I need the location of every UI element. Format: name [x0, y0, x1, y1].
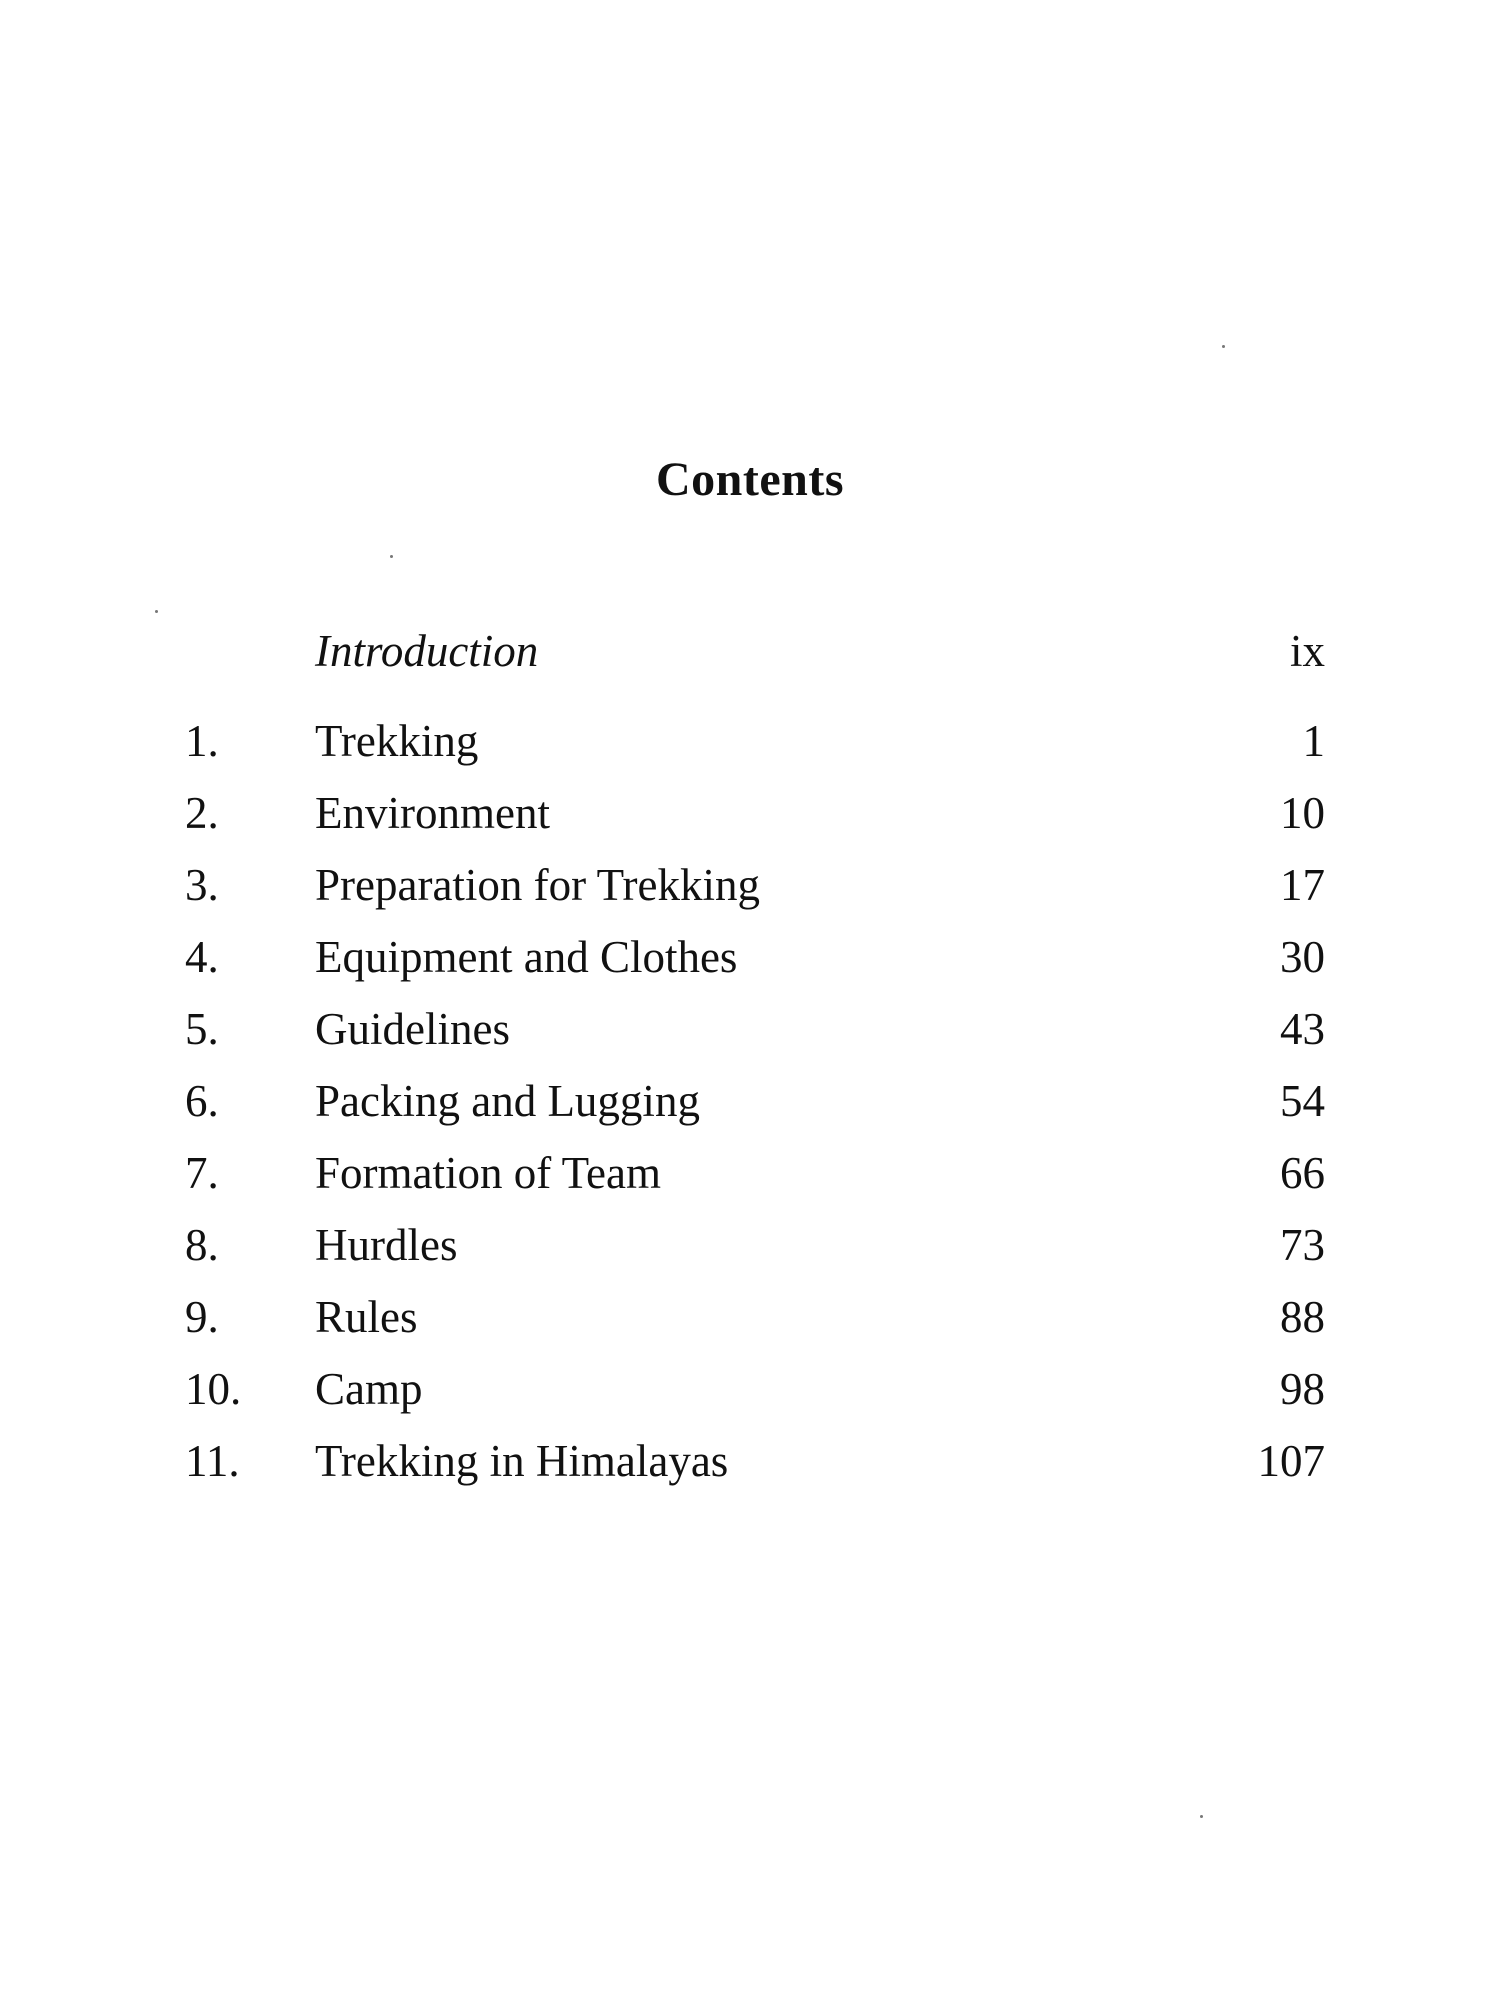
toc-entry-number: 4. [185, 932, 219, 982]
toc-entry-number: 9. [185, 1292, 219, 1342]
toc-entry-page: 30 [1280, 932, 1325, 982]
toc-entry[interactable] [185, 1209, 1325, 1281]
toc-entry-page: 73 [1280, 1220, 1325, 1270]
toc-entry-title: Environment [315, 788, 550, 838]
toc-entry-introduction[interactable] [185, 615, 1325, 687]
toc-entry-title: Hurdles [315, 1220, 458, 1270]
scan-speck [155, 610, 158, 613]
toc-entry-number: 8. [185, 1220, 219, 1270]
toc-entry[interactable] [185, 777, 1325, 849]
toc-entry-title: Introduction [315, 626, 539, 676]
toc-entry[interactable] [185, 1425, 1325, 1497]
toc-entry-title: Packing and Lugging [315, 1076, 700, 1126]
toc-entry-number: 7. [185, 1148, 219, 1198]
toc-entry-title: Trekking in Himalayas [315, 1436, 729, 1486]
toc-entry-title: Formation of Team [315, 1148, 661, 1198]
toc-entry[interactable] [185, 705, 1325, 777]
scan-speck [1222, 345, 1225, 348]
toc-entry[interactable] [185, 849, 1325, 921]
toc-entry-title: Rules [315, 1292, 418, 1342]
toc-entry-number: 1. [185, 716, 219, 766]
toc-entry[interactable] [185, 1281, 1325, 1353]
toc-entry[interactable] [185, 1065, 1325, 1137]
scan-speck [390, 555, 393, 558]
toc-entry-page: 43 [1280, 1004, 1325, 1054]
toc-entry-title: Equipment and Clothes [315, 932, 738, 982]
scan-speck [1200, 1815, 1203, 1818]
toc-entry-title: Trekking [315, 716, 479, 766]
toc-entry[interactable] [185, 1353, 1325, 1425]
toc-entry-page: 10 [1280, 788, 1325, 838]
toc-entry-page: 107 [1257, 1436, 1325, 1486]
toc-entry-page: 88 [1280, 1292, 1325, 1342]
toc-entry[interactable] [185, 993, 1325, 1065]
toc-entry-number: 3. [185, 860, 219, 910]
toc-entry-page: 17 [1280, 860, 1325, 910]
toc-entry-title: Guidelines [315, 1004, 510, 1054]
toc-entry-page: 54 [1280, 1076, 1325, 1126]
toc-entry[interactable] [185, 921, 1325, 993]
toc-entry-page: ix [1289, 626, 1325, 676]
table-of-contents [185, 615, 1325, 1497]
page-title: Contents [655, 453, 844, 506]
toc-entry-number: 2. [185, 788, 219, 838]
toc-entry-number: 6. [185, 1076, 219, 1126]
toc-entry-title: Camp [315, 1364, 423, 1414]
toc-entry-page: 1 [1302, 716, 1325, 766]
toc-entry-title: Preparation for Trekking [315, 860, 760, 910]
toc-entry-number: 10. [185, 1364, 242, 1414]
toc-entry[interactable] [185, 1137, 1325, 1209]
toc-entry-page: 66 [1280, 1148, 1325, 1198]
toc-entry-number: 11. [185, 1436, 240, 1486]
toc-entry-page: 98 [1280, 1364, 1325, 1414]
toc-entry-number: 5. [185, 1004, 219, 1054]
